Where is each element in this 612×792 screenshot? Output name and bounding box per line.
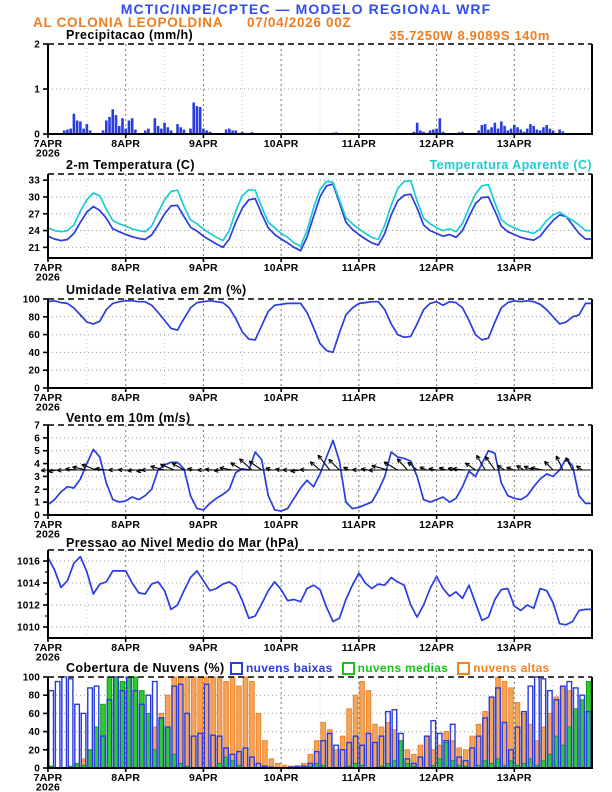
x-tick-label: 8APR [111, 262, 141, 274]
x-tick-label: 10APR [263, 772, 299, 784]
cloud-bar-nuvens-altas [250, 682, 255, 768]
wind-barb-arrow [369, 468, 379, 472]
x-axis-year-label: 2026 [35, 401, 61, 414]
apparent-temperature-label: Temperatura Aparente (C) [429, 158, 592, 172]
y-tick-label: 27 [28, 209, 40, 221]
x-axis-year-label: 2026 [35, 781, 61, 792]
legend-label-mid-clouds: nuvens medias [357, 661, 449, 675]
precip-bar [111, 109, 114, 134]
cloud-bar-nuvens-baixas [68, 679, 73, 768]
precip-bar [529, 124, 532, 134]
x-tick-label: 9APR [189, 772, 218, 784]
y-tick-label: 40 [28, 727, 40, 739]
y-tick-label: 60 [28, 330, 40, 342]
wind-barb-arrow [310, 462, 320, 470]
wind-barb-arrow [329, 459, 340, 470]
y-tick-label: 40 [28, 347, 40, 359]
precip-bar [76, 121, 79, 135]
x-tick-label: 12APR [419, 519, 455, 531]
legend-item-mid-clouds [342, 661, 449, 675]
wind-barb-arrow [300, 468, 310, 472]
panel-vento [34, 421, 593, 541]
wind-barb-arrow [361, 468, 368, 472]
legend-swatch-high-clouds-icon [457, 662, 470, 675]
y-tick-label: 6 [34, 433, 40, 445]
y-tick-label: 0 [34, 383, 40, 395]
precip-bar [416, 123, 419, 134]
panel-title-pressure: Pressao ao Nivel Medio do Mar (hPa) [66, 536, 299, 550]
precip-bar [131, 118, 134, 134]
x-tick-label: 13APR [496, 772, 532, 784]
precip-bar [503, 126, 506, 134]
x-tick-label: 11APR [341, 138, 376, 150]
wind-barb-arrow [318, 455, 330, 470]
cloud-bar-nuvens-baixas [75, 704, 80, 768]
x-tick-label: 13APR [496, 642, 532, 654]
page-title: MCTIC/INPE/CPTEC — MODELO REGIONAL WRF [120, 1, 492, 17]
station-coordinates: 35.7250W 8.9089S 140m [389, 28, 550, 43]
y-tick-label: 100 [22, 294, 40, 306]
x-tick-label: 8APR [111, 772, 141, 784]
precip-bar [79, 121, 82, 134]
precip-bar [516, 127, 519, 134]
y-tick-label: 1012 [16, 600, 40, 612]
legend-label-high-clouds: nuvens altas [473, 661, 550, 675]
cloud-legend [230, 661, 550, 675]
y-tick-label: 24 [28, 226, 40, 238]
y-tick-label: 1 [34, 84, 40, 96]
x-tick-label: 12APR [419, 138, 455, 150]
x-tick-label: 10APR [263, 392, 299, 404]
precip-bar [167, 127, 170, 134]
y-tick-label: 100 [22, 672, 40, 684]
x-tick-label: 8APR [111, 138, 141, 150]
wind-barb-arrow [41, 468, 48, 472]
panel-title-precipitation: Precipitacao (mm/h) [66, 28, 194, 42]
precip-bar [176, 124, 179, 134]
panel-umidade [23, 295, 593, 414]
legend-item-high-clouds [457, 661, 549, 675]
wind-barb-arrow [188, 468, 194, 472]
wind-barb-arrow [397, 459, 407, 470]
wind-barb-arrow [266, 468, 272, 472]
wind-barb-arrow [545, 461, 554, 470]
x-tick-label: 12APR [419, 772, 455, 784]
precip-bar [439, 118, 442, 134]
x-tick-label: 13APR [496, 262, 532, 274]
precip-bar [490, 127, 493, 134]
x-tick-label: 10APR [263, 138, 299, 150]
y-tick-label: 20 [28, 365, 40, 377]
wind-barb-arrow [197, 468, 203, 472]
legend-swatch-low-clouds-icon [230, 662, 243, 675]
cloud-bar-nuvens-altas [263, 741, 268, 768]
precip-bar [163, 123, 166, 134]
y-tick-label: 60 [28, 708, 40, 720]
wind-barb-arrow [128, 468, 136, 472]
wind-barb-arrow [477, 455, 486, 470]
precip-bar [108, 117, 111, 134]
y-tick-label: 0 [34, 510, 40, 522]
precip-bar [115, 115, 118, 134]
wind-barb-arrow [205, 468, 213, 472]
x-tick-label: 13APR [496, 138, 532, 150]
precip-bar [196, 106, 199, 134]
precip-bar [494, 123, 497, 134]
precip-bar [118, 126, 121, 134]
cloud-bar-nuvens-altas [256, 713, 261, 768]
precip-bar [73, 114, 76, 134]
precip-bar [484, 124, 487, 134]
x-tick-label: 8APR [111, 392, 141, 404]
y-tick-label: 3 [34, 471, 40, 483]
precip-bar [542, 127, 545, 134]
cloud-bar-nuvens-baixas [49, 691, 54, 768]
x-tick-label: 7APR [33, 138, 63, 150]
x-tick-label: 13APR [496, 392, 532, 404]
x-tick-label: 8APR [111, 519, 141, 531]
y-tick-label: 2 [34, 39, 40, 51]
x-tick-label: 7APR [33, 392, 63, 404]
y-tick-label: 1 [34, 497, 40, 509]
x-tick-label: 12APR [419, 642, 455, 654]
panel-title-clouds: Cobertura de Nuvens (%) [66, 661, 225, 675]
station-name: AL COLONIA LEOPOLDINA [33, 15, 224, 30]
precip-bar [86, 124, 89, 134]
x-tick-label: 11APR [341, 772, 376, 784]
panel-pressao [17, 550, 593, 664]
x-tick-label: 12APR [419, 392, 455, 404]
precip-bar [500, 121, 503, 134]
series-line-umidade-relativa [48, 301, 592, 353]
run-datetime: 07/04/2026 00Z [247, 15, 352, 30]
wind-barb-arrow [352, 468, 358, 472]
precip-bar [128, 121, 131, 135]
x-tick-label: 9APR [189, 519, 218, 531]
panel-temperatura [28, 174, 593, 284]
x-axis-year-label: 2026 [35, 651, 61, 664]
precip-bar [121, 118, 124, 134]
panel-nuvens [23, 673, 593, 792]
y-tick-label: 1014 [16, 578, 40, 590]
precip-bar [545, 125, 548, 134]
x-tick-label: 11APR [341, 392, 376, 404]
panel-title-wind: Vento em 10m (m/s) [66, 411, 191, 425]
x-tick-label: 7APR [33, 519, 63, 531]
wind-barb-arrow [283, 468, 291, 472]
precip-bar [179, 127, 182, 134]
x-tick-label: 11APR [341, 519, 376, 531]
cloud-bar-nuvens-baixas [55, 682, 60, 768]
precip-bar [481, 125, 484, 134]
y-tick-label: 1016 [16, 556, 40, 568]
x-tick-label: 13APR [496, 519, 532, 531]
y-tick-label: 33 [28, 175, 40, 187]
wind-barb-arrow [485, 456, 494, 470]
y-tick-label: 0 [34, 763, 40, 775]
y-tick-label: 1010 [16, 622, 40, 634]
x-tick-label: 8APR [111, 642, 141, 654]
y-tick-label: 5 [34, 446, 40, 458]
wind-barb-arrow [576, 466, 582, 470]
y-tick-label: 4 [34, 459, 40, 471]
panel-title-temperature: 2-m Temperatura (C) [66, 158, 195, 172]
wind-barb-arrow [109, 468, 116, 472]
x-tick-label: 7APR [33, 642, 63, 654]
wind-barb-arrow [517, 466, 524, 470]
y-tick-label: 2 [34, 484, 40, 496]
x-tick-label: 11APR [341, 642, 376, 654]
panel-title-humidity: Umidade Relativa em 2m (%) [66, 283, 247, 297]
x-axis-year-label: 2026 [35, 271, 61, 284]
wind-barb-arrow [118, 468, 126, 472]
precip-bar [192, 103, 195, 135]
precip-bar [513, 125, 516, 134]
x-tick-label: 9APR [189, 642, 218, 654]
x-axis-year-label: 2026 [35, 528, 61, 541]
x-tick-label: 7APR [33, 262, 63, 274]
x-tick-label: 9APR [189, 138, 218, 150]
y-tick-label: 21 [28, 242, 40, 254]
y-tick-label: 80 [28, 312, 40, 324]
precip-bar [157, 126, 160, 134]
wind-barb-arrow [465, 463, 475, 470]
x-tick-label: 10APR [263, 642, 299, 654]
wind-barb-arrow [556, 456, 563, 470]
x-tick-label: 9APR [189, 262, 218, 274]
wind-barb-arrow [275, 468, 281, 472]
legend-item-low-clouds [230, 661, 333, 675]
legend-label-low-clouds: nuvens baixas [246, 661, 333, 675]
wind-barb-arrow [429, 467, 437, 471]
precip-bar [105, 121, 108, 135]
precip-bar [154, 118, 157, 134]
x-tick-label: 10APR [263, 262, 299, 274]
x-tick-label: 7APR [33, 772, 63, 784]
cloud-bar-nuvens-baixas [62, 677, 67, 768]
wind-barb-arrow [372, 465, 388, 470]
precip-bar [199, 107, 202, 134]
x-axis-year-label: 2026 [35, 147, 61, 160]
x-tick-label: 12APR [419, 262, 455, 274]
y-tick-label: 0 [34, 129, 40, 141]
x-tick-label: 11APR [341, 262, 376, 274]
panel-precipitacao [34, 40, 593, 160]
y-tick-label: 30 [28, 192, 40, 204]
x-tick-label: 9APR [189, 392, 218, 404]
y-tick-label: 7 [34, 420, 40, 432]
y-tick-label: 20 [28, 745, 40, 757]
precip-bar [532, 126, 535, 134]
y-tick-label: 80 [28, 690, 40, 702]
x-tick-label: 10APR [263, 519, 299, 531]
wind-barb-arrow [453, 467, 466, 471]
legend-swatch-mid-clouds-icon [342, 662, 355, 675]
